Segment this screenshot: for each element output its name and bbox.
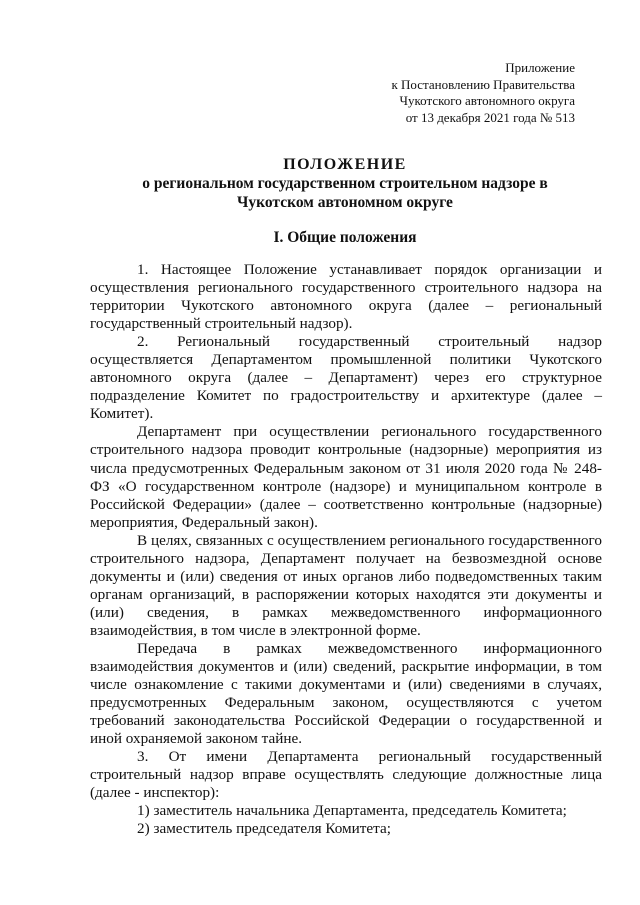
title-subtitle-line: о региональном государственном строительном надзоре в [142, 175, 548, 192]
list-item: 2) заместитель председателя Комитета; [137, 820, 391, 838]
document-body [90, 261, 602, 839]
paragraph: 2. Региональный государственный строительный надзор осуществляется Департаментом промышленной политики Чукотского автономного округа (далее – Департамент) через его структурное подразделение Комитет по градостроительству и архитектуре (далее – Комитет). [90, 333, 602, 423]
list-item: 1) заместитель начальника Департамента, председатель Комитета; [137, 802, 567, 820]
paragraph: 3. От имени Департамента региональный государственный строительный надзор вправе осуществлять следующие должностные лица (далее - инспектор): [90, 748, 602, 802]
appendix-note [315, 60, 575, 126]
title-main: ПОЛОЖЕНИЕ [283, 156, 407, 173]
appendix-line: Приложение [505, 60, 575, 75]
title-subtitle-line: Чукотском автономном округе [237, 194, 453, 211]
paragraph: 1. Настоящее Положение устанавливает порядок организации и осуществления регионального государственного строительного надзора на территории Чукотского автономного округа (далее – региональный государственный строительный надзор). [90, 261, 602, 333]
paragraph: В целях, связанных с осуществлением регионального государственного строительного надзора, Департамент получает на безвозмездной основе документы и (или) сведения от иных органов либо подведомственных таким органам организаций, в распоряжении которых находятся эти документы и (или) сведения, в рамках межведомственного информационного взаимодействия, в том числе в электронной форме. [90, 531, 602, 639]
appendix-line: к Постановлению Правительства [391, 76, 575, 92]
paragraph: Передача в рамках межведомственного информационного взаимодействия документов и (или) сведений, раскрытие информации, в том числе ознакомление с такими документами и (или) сведениями в случаях, предусмотренных Федеральным законом, осуществляются с учетом требований законодательства Российской Федерации о государственной и иной охраняемой законом тайне. [90, 639, 602, 748]
paragraph: Департамент при осуществлении регионального государственного строительного надзора проводит контрольные (надзорные) мероприятия из числа предусмотренных Федеральным законом от 31 июля 2020 года № 248-ФЗ «О государственном контроле (надзоре) и муниципальном контроле в Российской Федерации» (далее – соответственно контрольные (надзорные) мероприятия, Федеральный закон). [90, 423, 602, 531]
appendix-line: от 13 декабря 2021 года № 513 [405, 109, 575, 125]
appendix-line: Чукотского автономного округа [399, 93, 575, 108]
section-heading: I. Общие положения [273, 229, 417, 246]
document-title [90, 155, 600, 212]
